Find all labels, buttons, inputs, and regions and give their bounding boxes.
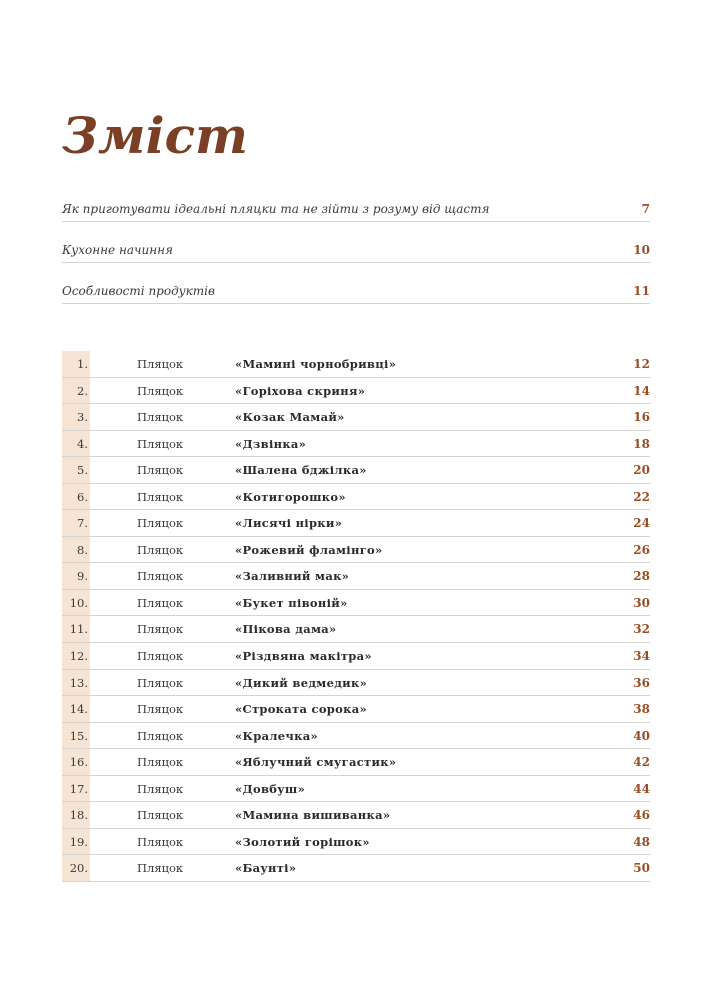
recipe-page: 40 xyxy=(633,728,650,743)
recipe-list xyxy=(62,351,650,882)
recipe-number: 18. xyxy=(62,802,90,828)
recipe-row[interactable] xyxy=(62,855,650,882)
recipe-name: «Шалена бджілка» xyxy=(235,463,367,478)
recipe-name: «Пікова дама» xyxy=(235,622,337,637)
recipe-number: 3. xyxy=(62,404,90,430)
recipe-row[interactable] xyxy=(62,404,650,431)
recipe-kind: Пляцок xyxy=(137,383,184,398)
page-title: Зміст xyxy=(62,106,248,165)
recipe-name: «Золотий горішок» xyxy=(235,834,370,849)
recipe-page: 26 xyxy=(633,542,650,557)
intro-item-page: 10 xyxy=(633,243,650,257)
recipe-row[interactable] xyxy=(62,457,650,484)
recipe-kind: Пляцок xyxy=(137,357,184,371)
recipe-number: 9. xyxy=(62,563,90,589)
recipe-number: 8. xyxy=(62,537,90,563)
recipe-number: 20. xyxy=(62,855,90,881)
recipe-page: 32 xyxy=(633,622,650,637)
recipe-name: «Довбуш» xyxy=(235,781,306,796)
intro-item-page: 7 xyxy=(641,202,650,216)
recipe-page: 28 xyxy=(633,569,650,584)
recipe-kind: Пляцок xyxy=(137,622,184,637)
recipe-kind: Пляцок xyxy=(137,861,184,876)
intro-item[interactable] xyxy=(62,181,650,222)
recipe-number: 13. xyxy=(62,670,90,696)
recipe-number: 7. xyxy=(62,510,90,536)
recipe-name: «Дикий ведмедик» xyxy=(235,675,368,690)
recipe-page: 46 xyxy=(633,808,650,823)
recipe-kind: Пляцок xyxy=(137,463,184,478)
recipe-page: 24 xyxy=(633,516,650,531)
recipe-number: 2. xyxy=(62,378,90,404)
recipe-number: 5. xyxy=(62,457,90,483)
recipe-name: «Заливний мак» xyxy=(235,569,350,584)
recipe-row[interactable] xyxy=(62,670,650,697)
recipe-page: 12 xyxy=(633,357,650,371)
recipe-row[interactable] xyxy=(62,776,650,803)
recipe-name: «Строката сорока» xyxy=(235,702,367,717)
recipe-kind: Пляцок xyxy=(137,489,184,504)
recipe-page: 20 xyxy=(633,463,650,478)
recipe-kind: Пляцок xyxy=(137,755,184,770)
recipe-page: 38 xyxy=(633,702,650,717)
recipe-kind: Пляцок xyxy=(137,781,184,796)
intro-list xyxy=(62,181,650,304)
recipe-name: «Яблучний смугастик» xyxy=(235,755,397,770)
recipe-name: «Горіхова скриня» xyxy=(235,383,366,398)
recipe-page: 42 xyxy=(633,755,650,770)
recipe-page: 36 xyxy=(633,675,650,690)
recipe-kind: Пляцок xyxy=(137,542,184,557)
recipe-number: 16. xyxy=(62,749,90,775)
recipe-row[interactable] xyxy=(62,351,650,378)
recipe-row[interactable] xyxy=(62,510,650,537)
recipe-row[interactable] xyxy=(62,484,650,511)
recipe-kind: Пляцок xyxy=(137,649,184,664)
recipe-row[interactable] xyxy=(62,802,650,829)
recipe-page: 48 xyxy=(633,834,650,849)
recipe-page: 50 xyxy=(633,861,650,876)
recipe-page: 22 xyxy=(633,489,650,504)
recipe-number: 1. xyxy=(62,351,90,377)
recipe-page: 16 xyxy=(633,410,650,425)
recipe-row[interactable] xyxy=(62,431,650,458)
recipe-number: 6. xyxy=(62,484,90,510)
intro-item[interactable] xyxy=(62,263,650,304)
recipe-name: «Мамина вишиванка» xyxy=(235,808,391,823)
recipe-number: 4. xyxy=(62,431,90,457)
recipe-number: 19. xyxy=(62,829,90,855)
recipe-row[interactable] xyxy=(62,537,650,564)
recipe-page: 44 xyxy=(633,781,650,796)
recipe-page: 34 xyxy=(633,649,650,664)
intro-item-label: Кухонне начиння xyxy=(62,243,173,257)
recipe-page: 30 xyxy=(633,595,650,610)
intro-item-page: 11 xyxy=(633,284,650,298)
recipe-kind: Пляцок xyxy=(137,410,184,425)
recipe-name: «Баунті» xyxy=(235,861,297,876)
recipe-kind: Пляцок xyxy=(137,834,184,849)
recipe-row[interactable] xyxy=(62,829,650,856)
recipe-kind: Пляцок xyxy=(137,675,184,690)
recipe-kind: Пляцок xyxy=(137,595,184,610)
recipe-row[interactable] xyxy=(62,378,650,405)
recipe-row[interactable] xyxy=(62,563,650,590)
recipe-name: «Лисячі нірки» xyxy=(235,516,343,531)
recipe-name: «Котигорошко» xyxy=(235,489,346,504)
recipe-number: 11. xyxy=(62,616,90,642)
recipe-name: «Мамині чорнобривці» xyxy=(235,357,397,371)
recipe-row[interactable] xyxy=(62,643,650,670)
recipe-kind: Пляцок xyxy=(137,436,184,451)
recipe-name: «Рожевий фламінго» xyxy=(235,542,383,557)
recipe-name: «Козак Мамай» xyxy=(235,410,345,425)
recipe-name: «Букет півоній» xyxy=(235,595,348,610)
recipe-row[interactable] xyxy=(62,696,650,723)
recipe-row[interactable] xyxy=(62,723,650,750)
recipe-row[interactable] xyxy=(62,749,650,776)
recipe-page: 18 xyxy=(633,436,650,451)
recipe-name: «Дзвінка» xyxy=(235,436,307,451)
recipe-row[interactable] xyxy=(62,590,650,617)
intro-item-label: Як приготувати ідеальні пляцки та не зійти з розуму від щастя xyxy=(62,202,490,216)
recipe-page: 14 xyxy=(633,383,650,398)
recipe-name: «Різдвяна макітра» xyxy=(235,649,372,664)
recipe-number: 14. xyxy=(62,696,90,722)
recipe-kind: Пляцок xyxy=(137,569,184,584)
recipe-kind: Пляцок xyxy=(137,808,184,823)
recipe-row[interactable] xyxy=(62,616,650,643)
recipe-kind: Пляцок xyxy=(137,516,184,531)
recipe-number: 10. xyxy=(62,590,90,616)
recipe-number: 12. xyxy=(62,643,90,669)
recipe-name: «Кралечка» xyxy=(235,728,318,743)
intro-item-label: Особливості продуктів xyxy=(62,284,216,298)
recipe-number: 17. xyxy=(62,776,90,802)
recipe-kind: Пляцок xyxy=(137,702,184,717)
recipe-number: 15. xyxy=(62,723,90,749)
recipe-kind: Пляцок xyxy=(137,728,184,743)
intro-item[interactable] xyxy=(62,222,650,263)
